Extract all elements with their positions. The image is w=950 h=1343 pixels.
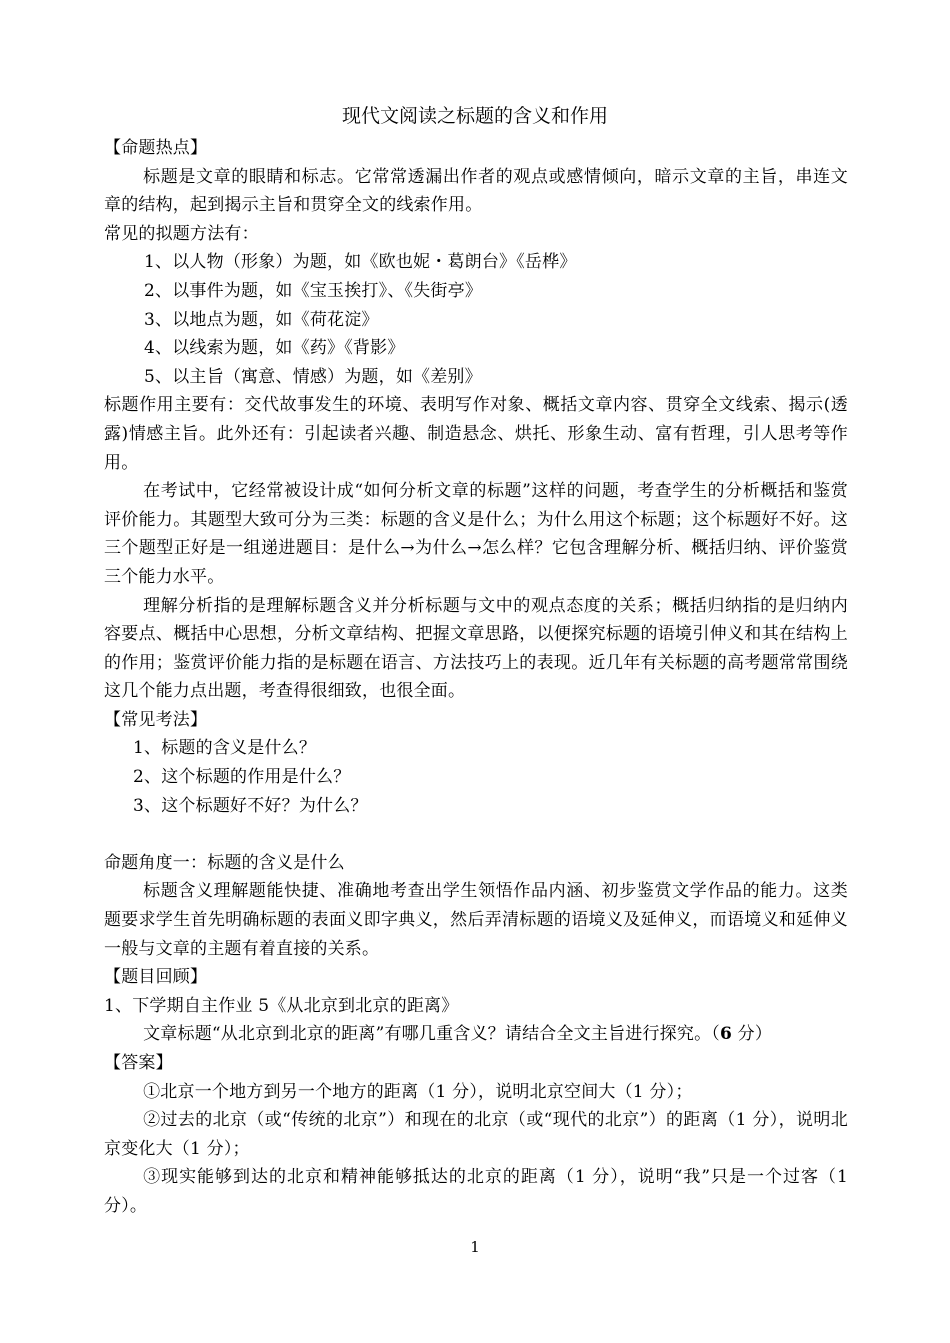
answer-item: ②过去的北京（或“传统的北京”）和现在的北京（或“现代的北京”）的距离（1 分），说明北京变化大（1 分）； (104, 1110, 848, 1159)
section-heading-hot: 【命题热点】 (104, 138, 208, 158)
document-body (104, 134, 848, 1221)
method-item: 3、以地点为题，如《荷花淀》 (144, 309, 379, 330)
answer-item: ③现实能够到达的北京和精神能够抵达的北京的距离（1 分），说明“我”只是一个过客（1 分）。 (104, 1167, 848, 1216)
methods-intro: 常见的拟题方法有： (104, 223, 259, 244)
section-heading-answer: 【答案】 (104, 1053, 173, 1073)
paragraph-abilities: 理解分析指的是理解标题含义并分析标题与文中的观点态度的关系；概括归纳指的是归纳内容要点、概括中心思想，分析文章结构、把握文章思路，以便探究标题的语境引伸义和其在结构上的作用；鉴赏评价能力指的是标题在语言、方法技巧上的表现。近几年有关标题的高考题常常围绕这几个能力点出题，考查得很细致，也很全面。 (104, 595, 848, 702)
question-title: 1、下学期自主作业 5《从北京到北京的距离》 (104, 995, 459, 1016)
blank-line (104, 820, 848, 849)
method-item: 5、以主旨（寓意、情感）为题，如《差别》 (144, 366, 482, 387)
common-question-item: 1、标题的含义是什么？ (133, 738, 317, 759)
section-heading-common: 【常见考法】 (104, 709, 208, 730)
question-score: 6 (719, 1024, 733, 1045)
answer-item: ①北京一个地方到另一个地方的距离（1 分），说明北京空间大（1 分）； (143, 1081, 693, 1102)
method-item: 2、以事件为题，如《宝玉挨打》、《失街亭》 (144, 280, 483, 301)
method-item: 1、以人物（形象）为题，如《欧也妮・葛朗台》《岳桦》 (144, 252, 577, 273)
document-title: 现代文阅读之标题的含义和作用 (341, 105, 608, 127)
paragraph-angle1: 标题含义理解题能快捷、准确地考查出学生领悟作品内涵、初步鉴赏文学作品的能力。这类题要求学生首先明确标题的表面义即字典义，然后弄清标题的语境义及延伸义，而语境义和延伸义一般与文章的主题有着直接的关系。 (104, 881, 848, 959)
section-heading-angle1: 命题角度一：标题的含义是什么 (104, 852, 345, 873)
paragraph-title-definition: 标题是文章的眼睛和标志。它常常透漏出作者的观点或感情倾向，暗示文章的主旨，串连文章的结构，起到揭示主旨和贯穿全文的线索作用。 (104, 166, 848, 216)
section-heading-review: 【题目回顾】 (104, 967, 208, 988)
paragraph-title-functions: 标题作用主要有：交代故事发生的环境、表明写作对象、概括文章内容、贯穿全文线索、揭示(透露)情感主旨。此外还有：引起读者兴趣、制造悬念、烘托、形象生动、富有哲理，引人思考等作用。 (104, 395, 848, 473)
paragraph-exam-types: 在考试中，它经常被设计成“如何分析文章的标题”这样的问题，考查学生的分析概括和鉴赏评价能力。其题型大致可分为三类：标题的含义是什么；为什么用这个标题；这个标题好不好。这三个题型正好是一组递进题目：是什么→为什么→怎么样？它包含理解分析、概括归纳、评价鉴赏三个能力水平。 (104, 481, 848, 587)
common-question-item: 2、这个标题的作用是什么？ (133, 767, 351, 788)
common-question-item: 3、这个标题好不好？为什么？ (133, 795, 368, 816)
method-item: 4、以线索为题，如《药》《背影》 (144, 338, 405, 359)
question-prompt: 文章标题“从北京到北京的距离”有哪几重含义？请结合全文主旨进行探究。（ (143, 1024, 720, 1045)
question-text (104, 1020, 848, 1049)
page-number: 1 (470, 1238, 480, 1256)
question-score-unit: 分） (732, 1024, 773, 1045)
